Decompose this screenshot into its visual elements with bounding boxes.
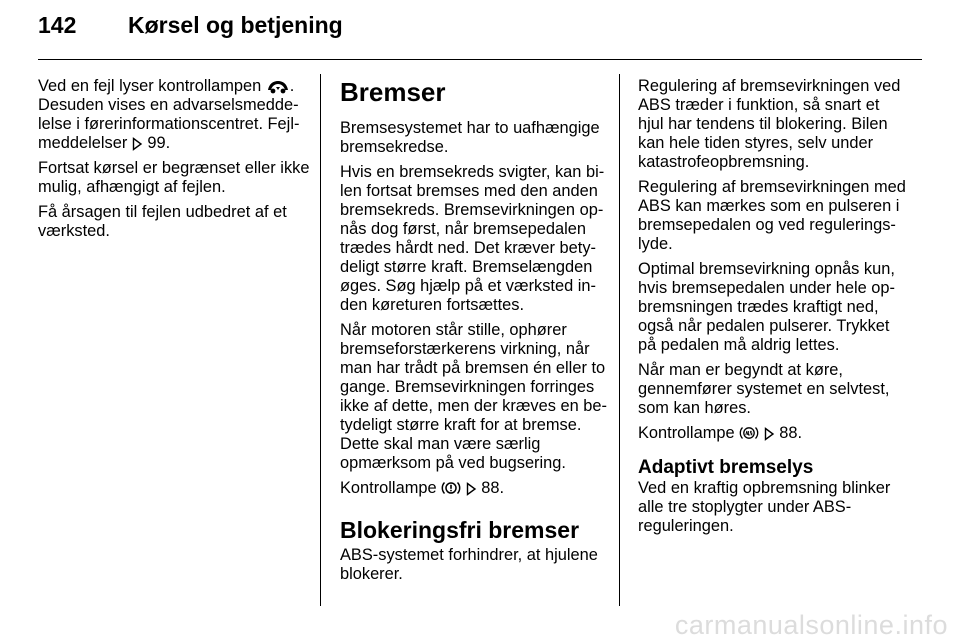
- page-reference: 88.: [779, 424, 803, 442]
- paragraph: ABS-systemet forhindrer, at hjulene blokerer.: [340, 546, 598, 583]
- paragraph: Bremsesystemet har to uafhængige bremsekredse.: [340, 119, 600, 156]
- column-divider-right: [619, 74, 620, 606]
- page-reference-arrow-icon: [132, 137, 143, 151]
- paragraph: Når motoren står stille, ophører bremseforstærkerens virkning, når man har trådt på bremsen én eller to gange. Bremsevirkningen forringes ikke af dette, men der kræves en betydeligt større kraft for at bremse. Dette skal man være særlig opmærksom på ved bugsering.: [340, 321, 607, 472]
- chapter-title: Kørsel og betjening: [128, 12, 343, 38]
- paragraph: Fortsat kørsel er begrænset eller ikke mulig, afhængigt af fejlen.: [38, 159, 310, 196]
- paragraph: Få årsagen til fejlen udbedret af et værksted.: [38, 203, 287, 240]
- paragraph: [340, 479, 608, 498]
- text-span: Ved en fejl lyser kontrollampen: [38, 77, 266, 95]
- paragraph: [638, 424, 908, 443]
- page-reference-arrow-icon: [466, 482, 477, 496]
- column-3: [638, 77, 908, 542]
- text-span: Kontrollampe: [638, 424, 740, 442]
- paragraph: Regulering af bremsevirkningen med ABS kan mærkes som en pulseren i bremsepedalen og ved reguleringslyde.: [638, 178, 906, 253]
- page-reference: 88.: [481, 479, 505, 497]
- page-number: 142: [38, 12, 77, 38]
- section-heading-adaptive-brake-light: Adaptivt bremselys: [638, 457, 814, 478]
- section-heading-abs: Blokeringsfri bremser: [340, 517, 580, 543]
- column-divider-left: [320, 74, 321, 606]
- paragraph: Ved en kraftig opbremsning blinker alle tre stoplygter under ABS-reguleringen.: [638, 479, 891, 535]
- text-span: Kontrollampe: [340, 479, 442, 497]
- page-reference-arrow-icon: [764, 427, 775, 441]
- paragraph: Regulering af bremsevirkningen ved ABS træder i funktion, så snart et hjul har tendens til blokering. Bilen kan hele tiden styres, selv under katastrofeopbremsning.: [638, 77, 901, 171]
- brake-warning-icon: [441, 480, 461, 496]
- paragraph: Optimal bremsevirkning opnås kun, hvis bremsepedalen under hele opbremsningen trædes kraftigt ned, også når pedalen pulserer. Trykket på pedalen må aldrig lettes.: [638, 260, 895, 354]
- watermark: carmanualsonline.info: [674, 610, 948, 640]
- column-2: [340, 77, 608, 590]
- page-reference: 99.: [147, 134, 171, 152]
- paragraph: [38, 77, 310, 153]
- section-heading-bremser: Bremser: [340, 77, 446, 107]
- column-1: [38, 77, 310, 247]
- header-rule: [38, 59, 922, 60]
- text-span: . Desuden vises en advarselsmeddelelse i førerinformationscentret. Fejlmeddelelser: [38, 77, 300, 152]
- paragraph: Når man er begyndt at køre, gennemfører systemet en selvtest, som kan høres.: [638, 361, 890, 417]
- paragraph: Hvis en bremsekreds svigter, kan bilen fortsat bremses med den anden bremsekreds. Bremsevirkningen opnås dog først, når bremsepedalen trædes hårdt ned. Det kræver betydeligt større kraft. Bremselængden øges. Søg hjælp på et værksted inden køreturen fortsættes.: [340, 163, 605, 314]
- abs-warning-icon: [739, 425, 759, 441]
- steering-car-icon: [266, 78, 290, 94]
